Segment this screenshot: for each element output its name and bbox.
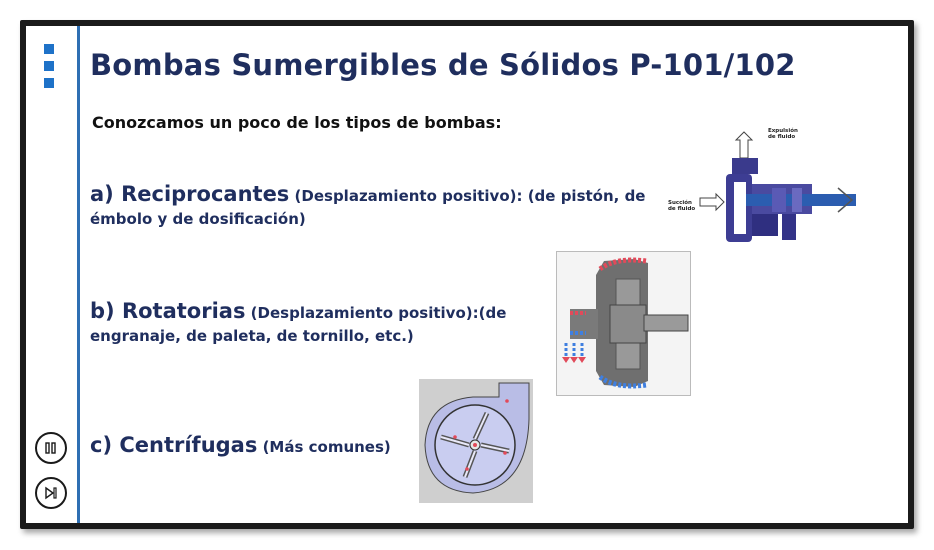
rotary-pump-diagram xyxy=(556,251,691,396)
skip-next-icon xyxy=(43,485,59,501)
player-sidebar xyxy=(26,26,78,523)
pump-type-reciprocating xyxy=(90,182,645,228)
svg-text:de fluido: de fluido xyxy=(768,134,796,140)
next-button[interactable] xyxy=(35,477,67,509)
sidebar-divider xyxy=(77,26,80,523)
svg-text:Succión: Succión xyxy=(668,200,692,206)
pump-type-rotary xyxy=(90,299,506,345)
svg-text:de fluido: de fluido xyxy=(668,206,696,212)
item-heading: a) Reciprocantes xyxy=(90,182,290,206)
item-description: (Desplazamiento positivo):(de xyxy=(245,304,507,322)
item-description-continued: engranaje, de paleta, de tornillo, etc.) xyxy=(90,327,414,345)
item-description-continued: émbolo y de dosificación) xyxy=(90,210,306,228)
intro-text: Conozcamos un poco de los tipos de bombas: xyxy=(92,113,502,132)
menu-icon[interactable] xyxy=(42,44,56,92)
pause-icon xyxy=(43,440,59,456)
slide-title: Bombas Sumergibles de Sólidos P-101/102 xyxy=(90,48,796,82)
item-description: (Más comunes) xyxy=(257,438,391,456)
pump-type-centrifugal xyxy=(90,433,391,457)
item-description: (Desplazamiento positivo): (de pistón, de xyxy=(289,187,646,205)
pause-button[interactable] xyxy=(35,432,67,464)
svg-text:Expulsión: Expulsión xyxy=(768,128,798,134)
item-heading: b) Rotatorias xyxy=(90,299,246,323)
reciprocating-pump-diagram xyxy=(662,122,862,252)
slide xyxy=(26,26,908,523)
centrifugal-pump-diagram xyxy=(419,379,533,503)
item-heading: c) Centrífugas xyxy=(90,433,258,457)
